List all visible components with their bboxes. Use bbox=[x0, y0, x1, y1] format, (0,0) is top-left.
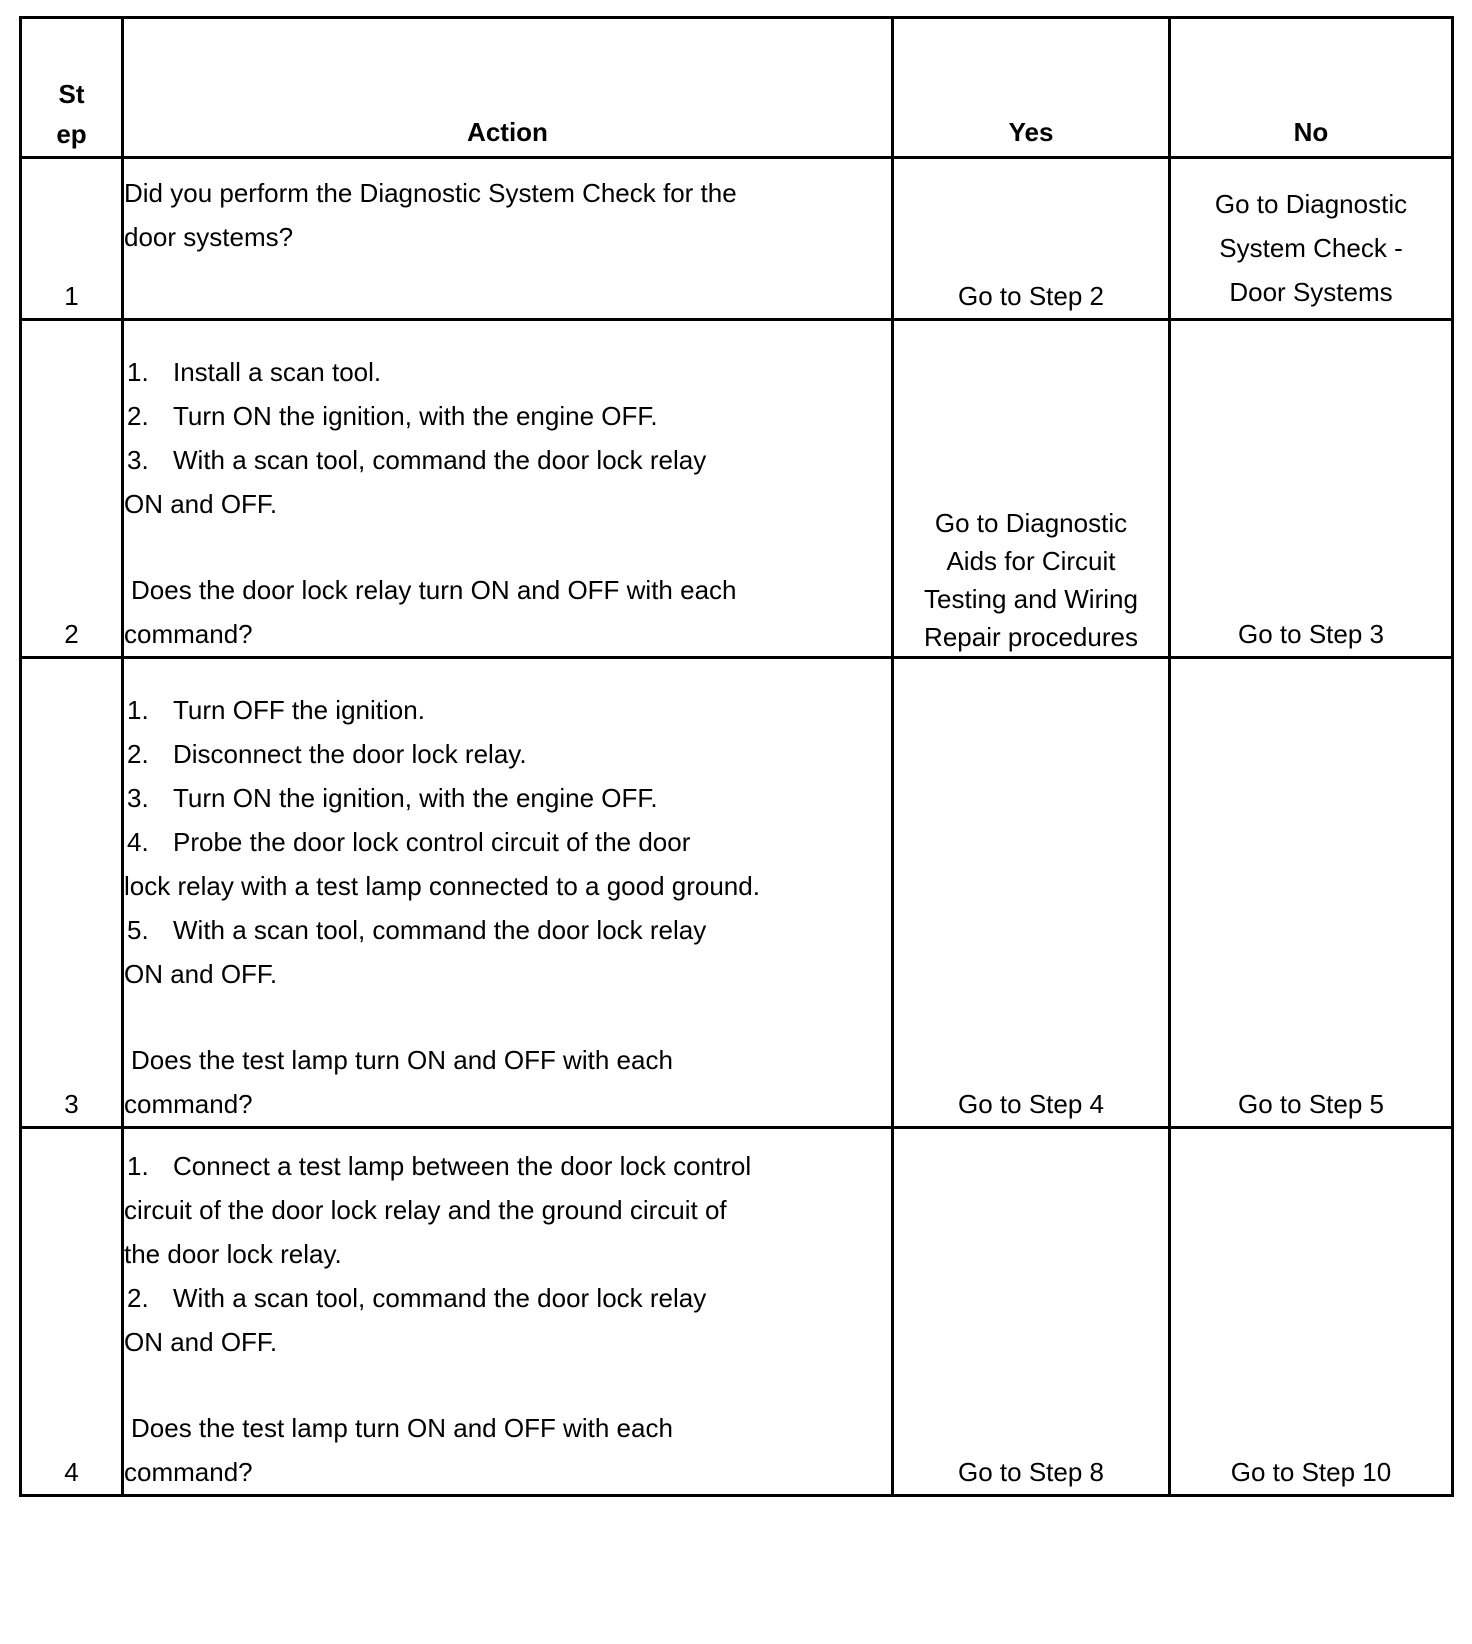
no-result: Go to Step 3 bbox=[1170, 320, 1453, 658]
yes-result: Go to Step 4 bbox=[893, 658, 1170, 1128]
yes-result: Go to Diagnostic Aids for Circuit Testing and Wiring Repair procedures bbox=[893, 320, 1170, 658]
action-text: Did you perform the Diagnostic System Check for the bbox=[124, 178, 737, 208]
yes-result: Go to Step 2 bbox=[893, 158, 1170, 320]
header-action: Action bbox=[123, 18, 893, 158]
list-item: 5. With a scan tool, command the door lock relay bbox=[127, 915, 707, 945]
header-step: St ep bbox=[21, 18, 123, 158]
list-item: 4. Probe the door lock control circuit of the door bbox=[127, 827, 691, 857]
step-number: 2 bbox=[21, 320, 123, 658]
action-text: circuit of the door lock relay and the ground circuit of bbox=[124, 1195, 727, 1225]
list-item: 1. Connect a test lamp between the door lock control bbox=[127, 1151, 752, 1181]
table-row bbox=[21, 158, 1453, 320]
action-cell bbox=[123, 158, 893, 320]
yes-result: Go to Step 8 bbox=[893, 1128, 1170, 1496]
step-number: 1 bbox=[21, 158, 123, 320]
list-item: 2. Disconnect the door lock relay. bbox=[127, 739, 527, 769]
header-yes: Yes bbox=[893, 18, 1170, 158]
action-text: ON and OFF. bbox=[124, 489, 278, 519]
table-header-row bbox=[21, 18, 1453, 158]
list-item: 3. With a scan tool, command the door lock relay bbox=[127, 445, 707, 475]
table-row bbox=[21, 1128, 1453, 1496]
question-text: command? bbox=[124, 1457, 253, 1487]
action-cell bbox=[123, 320, 893, 658]
header-no: No bbox=[1170, 18, 1453, 158]
diagnostic-table bbox=[19, 16, 1454, 1497]
list-item: 1. Install a scan tool. bbox=[127, 357, 382, 387]
no-result: Go to Step 5 bbox=[1170, 658, 1453, 1128]
question-text: Does the test lamp turn ON and OFF with each bbox=[131, 1413, 673, 1443]
list-item: 1. Turn OFF the ignition. bbox=[127, 695, 425, 725]
list-item: 3. Turn ON the ignition, with the engine OFF. bbox=[127, 783, 658, 813]
action-text: ON and OFF. bbox=[124, 959, 278, 989]
list-item: 2. With a scan tool, command the door lock relay bbox=[127, 1283, 707, 1313]
step-number: 4 bbox=[21, 1128, 123, 1496]
question-text: Does the test lamp turn ON and OFF with each bbox=[131, 1045, 673, 1075]
question-text: Does the door lock relay turn ON and OFF with each bbox=[131, 575, 737, 605]
step-number: 3 bbox=[21, 658, 123, 1128]
question-text: command? bbox=[124, 1089, 253, 1119]
no-result: Go to Diagnostic System Check - Door Systems bbox=[1170, 158, 1453, 320]
action-text: lock relay with a test lamp connected to a good ground. bbox=[124, 871, 760, 901]
action-text: ON and OFF. bbox=[124, 1327, 278, 1357]
action-text: door systems? bbox=[124, 222, 294, 252]
table-row bbox=[21, 658, 1453, 1128]
no-result: Go to Step 10 bbox=[1170, 1128, 1453, 1496]
list-item: 2. Turn ON the ignition, with the engine OFF. bbox=[127, 401, 658, 431]
action-cell bbox=[123, 658, 893, 1128]
table-row bbox=[21, 320, 1453, 658]
action-cell bbox=[123, 1128, 893, 1496]
question-text: command? bbox=[124, 619, 253, 649]
action-text: the door lock relay. bbox=[124, 1239, 342, 1269]
